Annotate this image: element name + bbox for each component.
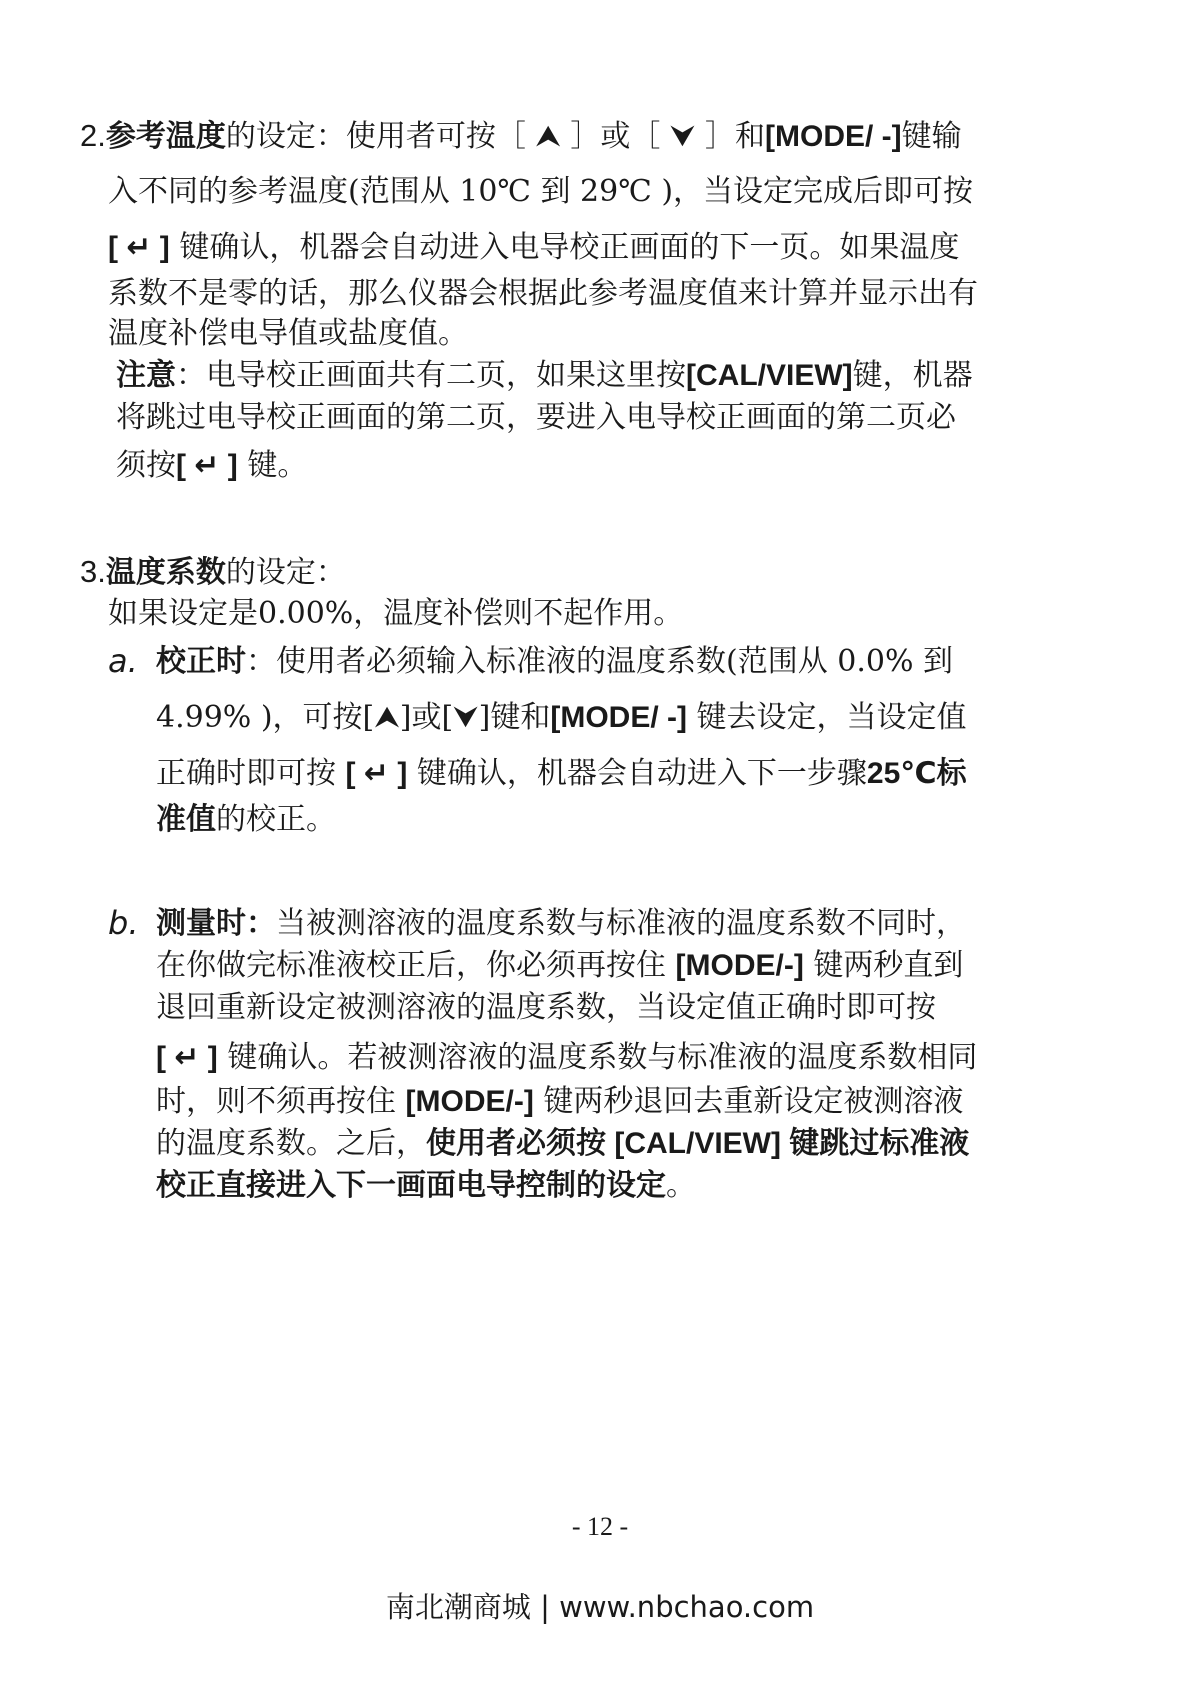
section-title: 温度系数 [105,555,226,590]
text: 键两秒直到 [803,948,964,983]
item-b-line-7 [156,1166,696,1206]
text: ：电导校正画面共有二页，如果这里按 [176,358,686,393]
item-b-label: 测量时： [156,906,276,941]
item-a-line-3 [156,754,967,794]
text: 的设定： [225,555,346,590]
section-3-line-1 [80,552,346,593]
text: 须按 [116,448,176,483]
bold-text: 校正直接进入下一画面电导控制的设定 [156,1169,666,1202]
item-a-line-2 [156,698,967,738]
text: 键两秒退回去重新设定被测溶液 [533,1084,964,1119]
key-label: [MODE/ -] [765,120,902,153]
text: 当被测溶液的温度系数与标准液的温度系数不同时， [276,906,966,941]
bold-text: 使用者必须按 [CAL/VIEW] 键跳过标准液 [426,1127,970,1160]
text: 4.99% )，可按[⮝]或[⮟]键和 [156,700,551,735]
enter-key-label: [ ↵ ] [156,1041,218,1074]
key-label: [MODE/ -] [550,701,687,734]
note-line-1 [116,356,973,396]
key-label: [MODE/-] [675,949,804,982]
text: 键输 [901,119,962,154]
text: 键，机器 [852,358,973,393]
note-label: 注意 [116,358,176,393]
key-label: [CAL/VIEW] [686,359,853,392]
text: 的温度系数。之后， [156,1126,426,1161]
key-label: [MODE/-] [405,1085,534,1118]
text: 的校正。 [216,802,336,837]
item-a-line-1 [156,642,953,682]
item-b-line-6 [156,1124,969,1164]
enter-key-label: [ ↵ ] [345,757,408,790]
text: 。 [666,1168,696,1203]
section-number: 2. [80,118,106,153]
text: 在你做完标准液校正后，你必须再按住 [156,948,676,983]
item-b-line-1 [156,904,966,944]
text: ：使用者必须输入标准液的温度系数(范围从 0.0% 到 [246,644,953,679]
text: 正确时即可按 [156,756,346,791]
section-3-intro: 如果设定是0.00%，温度补偿则不起作用。 [108,596,684,631]
item-b-marker: b. [108,904,139,942]
bold-text: 25℃标 [866,757,967,790]
text: 键。 [237,448,308,483]
text: 时，则不须再按住 [156,1084,406,1119]
item-a-marker: a. [108,642,138,680]
text: 的设定：使用者可按［ ⮝ ］或［ ⮟ ］和 [225,119,766,154]
enter-key-label: [ ↵ ] [108,231,170,264]
item-b-line-3: 退回重新设定被测溶液的温度系数，当设定值正确时即可按 [156,990,936,1025]
section-number: 3. [80,554,106,589]
text: 键确认，机器会自动进入下一步骤 [407,756,867,791]
page-number: - 12 - [571,1512,629,1541]
item-a-label: 校正时 [156,644,246,679]
text: 键确认，机器会自动进入电导校正画面的下一页。如果温度 [169,230,960,265]
enter-key-label: [ ↵ ] [176,449,238,482]
item-b-line-5 [156,1082,963,1122]
note-line-3 [116,446,307,486]
section-2-line-5: 温度补偿电导值或盐度值。 [108,316,468,351]
text: 键去设定，当设定值 [687,700,967,735]
bold-text: 准值 [156,802,216,837]
note-line-2: 将跳过电导校正画面的第二页，要进入电导校正画面的第二页必 [116,400,956,435]
section-2-line-1 [80,116,962,157]
section-title: 参考温度 [105,119,226,154]
text: 键确认。若被测溶液的温度系数与标准液的温度系数相同 [217,1040,978,1075]
section-2-line-4: 系数不是零的话，那么仪器会根据此参考温度值来计算并显示出有 [108,276,978,311]
section-2-line-2: 入不同的参考温度(范围从 10℃ 到 29℃ )，当设定完成后即可按 [108,174,974,209]
item-b-line-4 [156,1038,977,1078]
section-2-line-3 [108,228,959,268]
site-watermark: 南北潮商城 | www.nbchao.com [385,1590,815,1624]
item-a-line-4 [156,800,336,840]
item-b-line-2 [156,946,963,986]
